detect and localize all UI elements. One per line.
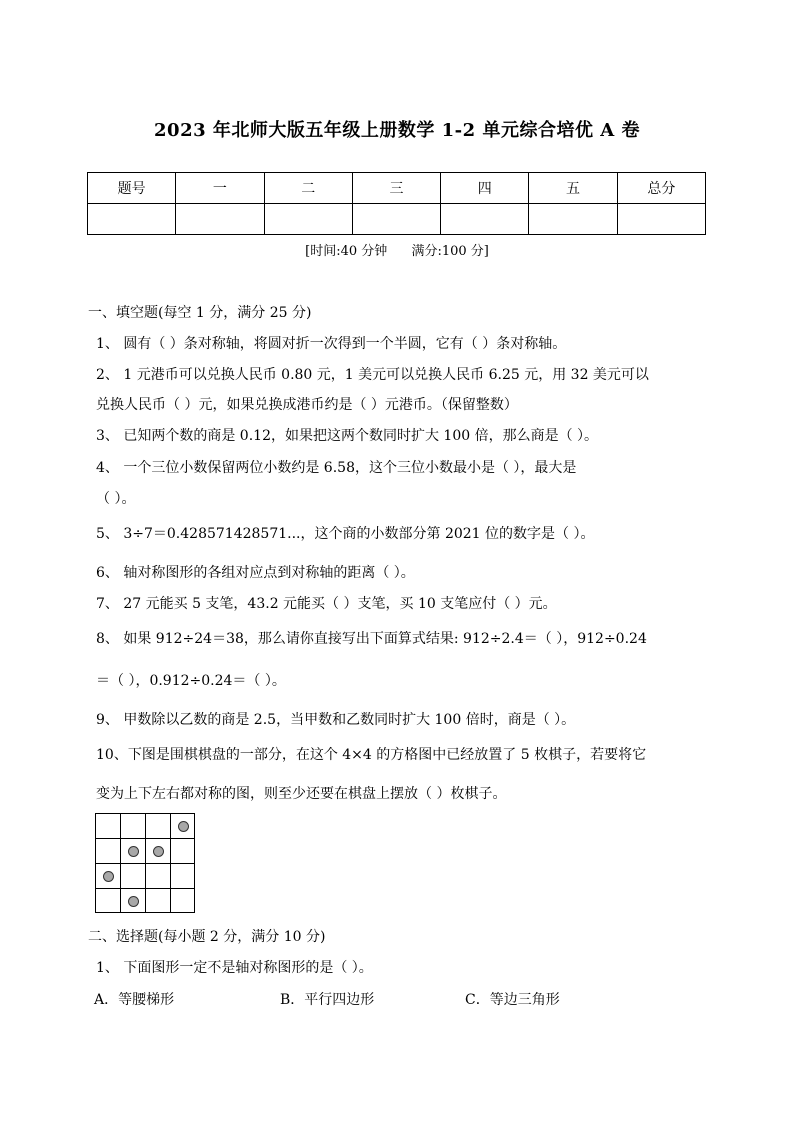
question-line: 10、下图是围棋棋盘的一部分，在这个 4×4 的方格图中已经放置了 5 枚棋子，若要将它 <box>96 747 647 763</box>
time-limit: [时间:40 分钟 <box>305 244 388 259</box>
header-cell: 四 <box>441 173 529 204</box>
score-table <box>87 172 706 235</box>
score-cell <box>617 204 705 235</box>
question-line: 5、 3÷7＝0.428571428571...，这个商的小数部分第 2021 位的数字是（ ）。 <box>96 526 595 542</box>
header-cell: 二 <box>264 173 352 204</box>
option-c: C．等边三角形 <box>465 992 560 1008</box>
question-line: 8、 如果 912÷24＝38，那么请你直接写出下面算式结果: 912÷2.4＝（ ），912÷0.24 <box>96 631 647 647</box>
go-stone <box>128 846 139 857</box>
header-cell: 五 <box>529 173 617 204</box>
score-cell <box>176 204 264 235</box>
score-cell <box>441 204 529 235</box>
question-line: 1、 下面图形一定不是轴对称图形的是（ ）。 <box>96 960 373 976</box>
score-table-header-row <box>88 173 706 204</box>
question-line: 兑换人民币（ ）元，如果兑换成港币约是（ ）元港币。（保留整数） <box>96 397 518 413</box>
section-2-heading: 二、选择题(每小题 2 分，满分 10 分) <box>88 929 326 945</box>
header-cell: 总分 <box>617 173 705 204</box>
question-line: （ ）。 <box>96 491 136 507</box>
section-1-heading: 一、填空题(每空 1 分，满分 25 分) <box>88 305 312 321</box>
header-cell: 一 <box>176 173 264 204</box>
question-line: 9、 甲数除以乙数的商是 2.5，当甲数和乙数同时扩大 100 倍时，商是（ ）。 <box>96 712 576 728</box>
grid-line <box>96 863 194 864</box>
header-cell: 题号 <box>88 173 176 204</box>
full-score: 满分:100 分] <box>411 244 489 259</box>
go-stone <box>103 871 114 882</box>
question-line: 2、 1 元港币可以兑换人民币 0.80 元，1 美元可以兑换人民币 6.25 元，用 32 美元可以 <box>96 367 649 383</box>
question-line: 4、 一个三位小数保留两位小数约是 6.58，这个三位小数最小是（ ），最大是 <box>96 460 577 476</box>
go-stone <box>153 846 164 857</box>
option-b: B．平行四边形 <box>280 992 375 1008</box>
go-stone <box>128 896 139 907</box>
score-cell <box>264 204 352 235</box>
question-line: 变为上下左右都对称的图，则至少还要在棋盘上摆放（ ）枚棋子。 <box>96 786 507 802</box>
header-cell: 三 <box>352 173 440 204</box>
exam-title: 2023 年北师大版五年级上册数学 1-2 单元综合培优 A 卷 <box>154 120 640 141</box>
grid-line <box>96 838 194 839</box>
score-cell <box>88 204 176 235</box>
question-line: 6、 轴对称图形的各组对应点到对称轴的距离（ ）。 <box>96 565 415 581</box>
go-stone <box>178 821 189 832</box>
exam-meta <box>0 240 794 259</box>
score-cell <box>529 204 617 235</box>
question-line: 1、 圆有（ ）条对称轴，将圆对折一次得到一个半圆，它有（ ）条对称轴。 <box>96 336 567 352</box>
score-cell <box>352 204 440 235</box>
question-line: ＝（ ），0.912÷0.24＝（ ）。 <box>96 673 286 689</box>
go-board <box>95 813 195 913</box>
option-a: A．等腰梯形 <box>94 992 175 1008</box>
question-line: 7、 27 元能买 5 支笔，43.2 元能买（ ）支笔，买 10 支笔应付（ ）元。 <box>96 596 557 612</box>
score-table-score-row <box>88 204 706 235</box>
grid-line <box>96 888 194 889</box>
question-line: 3、 已知两个数的商是 0.12，如果把这两个数同时扩大 100 倍，那么商是（ ）。 <box>96 428 599 444</box>
